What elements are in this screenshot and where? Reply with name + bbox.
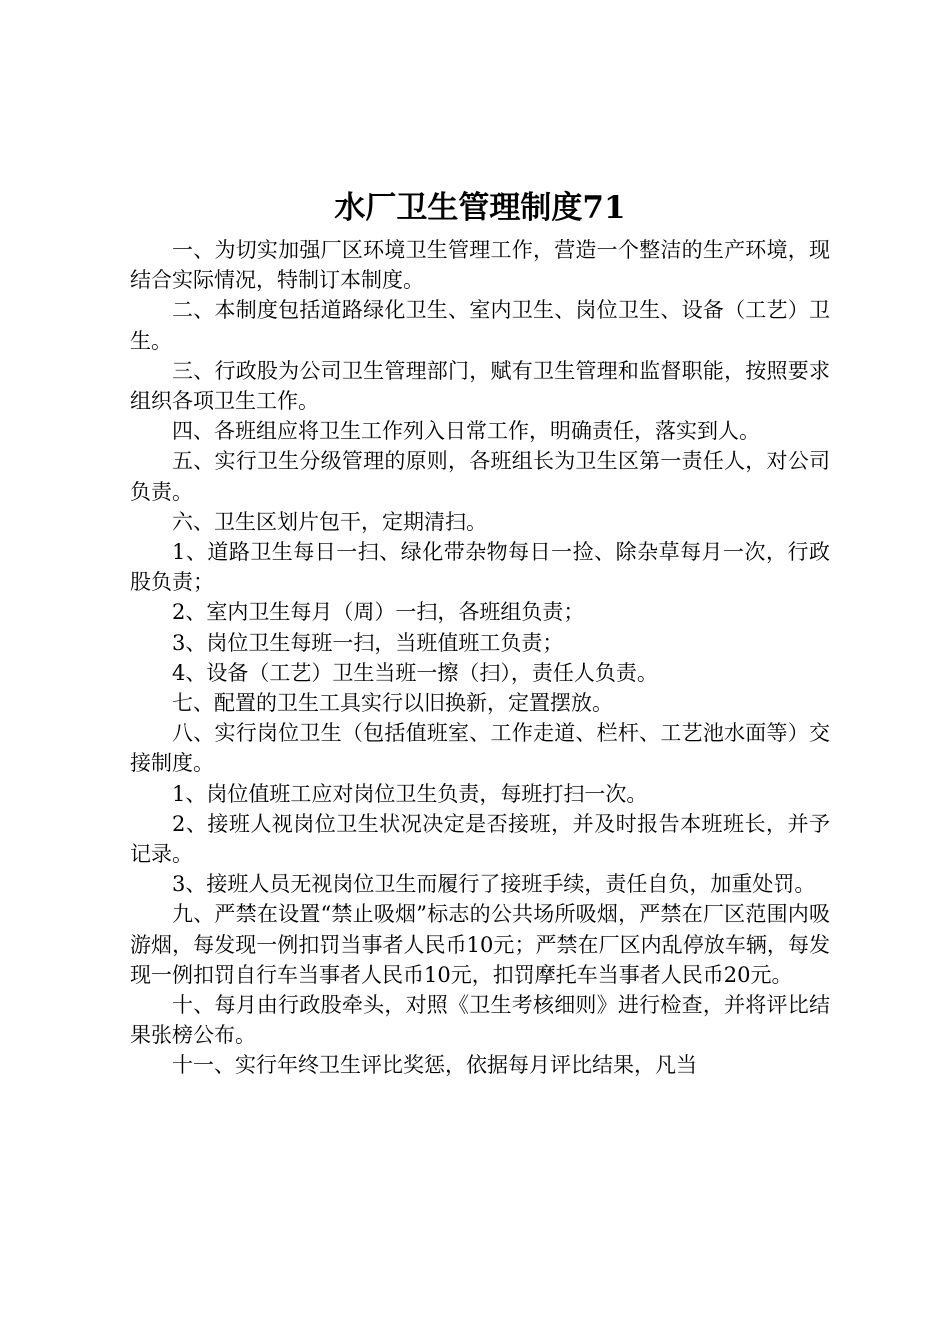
paragraph-8-item-2: 2、接班人视岗位卫生状况决定是否接班，并及时报告本班班长，并予记录。 (130, 811, 830, 867)
paragraph-7: 七、配置的卫生工具实行以旧换新，定置摆放。 (172, 691, 613, 716)
paragraph-5: 五、实行卫生分级管理的原则，各班组长为卫生区第一责任人，对公司负责。 (130, 449, 830, 504)
paragraph-11: 十一、实行年终卫生评比奖惩，依据每月评比结果，凡当 (172, 1053, 697, 1078)
paragraph-6-item-4: 4、设备（工艺）卫生当班一擦（扫），责任人负责。 (172, 660, 658, 685)
paragraph-8: 八、实行岗位卫生（包括值班室、工作走道、栏杆、工艺池水面等）交接制度。 (130, 721, 830, 776)
paragraph-8-item-1: 1、岗位值班工应对岗位卫生负责，每班打扫一次。 (172, 781, 648, 806)
paragraph-9: 九、严禁在设置“禁止吸烟”标志的公共场所吸烟，严禁在厂区范围内吸游烟，每发现一例扣罚当事者人民币10元；严禁在厂区内乱停放车辆，每发现一例扣罚自行车当事者人民币10元，扣罚摩托车当事者人民币20元。 (130, 902, 830, 987)
paragraph-6-item-3: 3、岗位卫生每班一扫，当班值班工负责； (172, 630, 564, 655)
document-body (130, 235, 830, 1081)
paragraph-8-item-3: 3、接班人员无视岗位卫生而履行了接班手续，责任自负，加重处罚。 (172, 872, 816, 897)
paragraph-2: 二、本制度包括道路绿化卫生、室内卫生、岗位卫生、设备（工艺）卫生。 (130, 298, 830, 353)
paragraph-6-item-1: 1、道路卫生每日一扫、绿化带杂物每日一捡、除杂草每月一次，行政股负责； (130, 540, 830, 595)
paragraph-4: 四、各班组应将卫生工作列入日常工作，明确责任，落实到人。 (172, 419, 760, 444)
paragraph-3: 三、行政股为公司卫生管理部门，赋有卫生管理和监督职能，按照要求组织各项卫生工作。 (130, 358, 830, 414)
paragraph-6-item-2: 2、室内卫生每月（周）一扫，各班组负责； (172, 600, 585, 625)
paragraph-10: 十、每月由行政股牵头，对照《卫生考核细则》进行检查，并将评比结果张榜公布。 (130, 993, 830, 1048)
paragraph-1: 一、为切实加强厂区环境卫生管理工作，营造一个整洁的生产环境，现结合实际情况，特制订本制度。 (130, 238, 830, 293)
paragraph-6: 六、卫生区划片包干，定期清扫。 (172, 509, 487, 534)
document-title: 水厂卫生管理制度71 (334, 190, 626, 226)
